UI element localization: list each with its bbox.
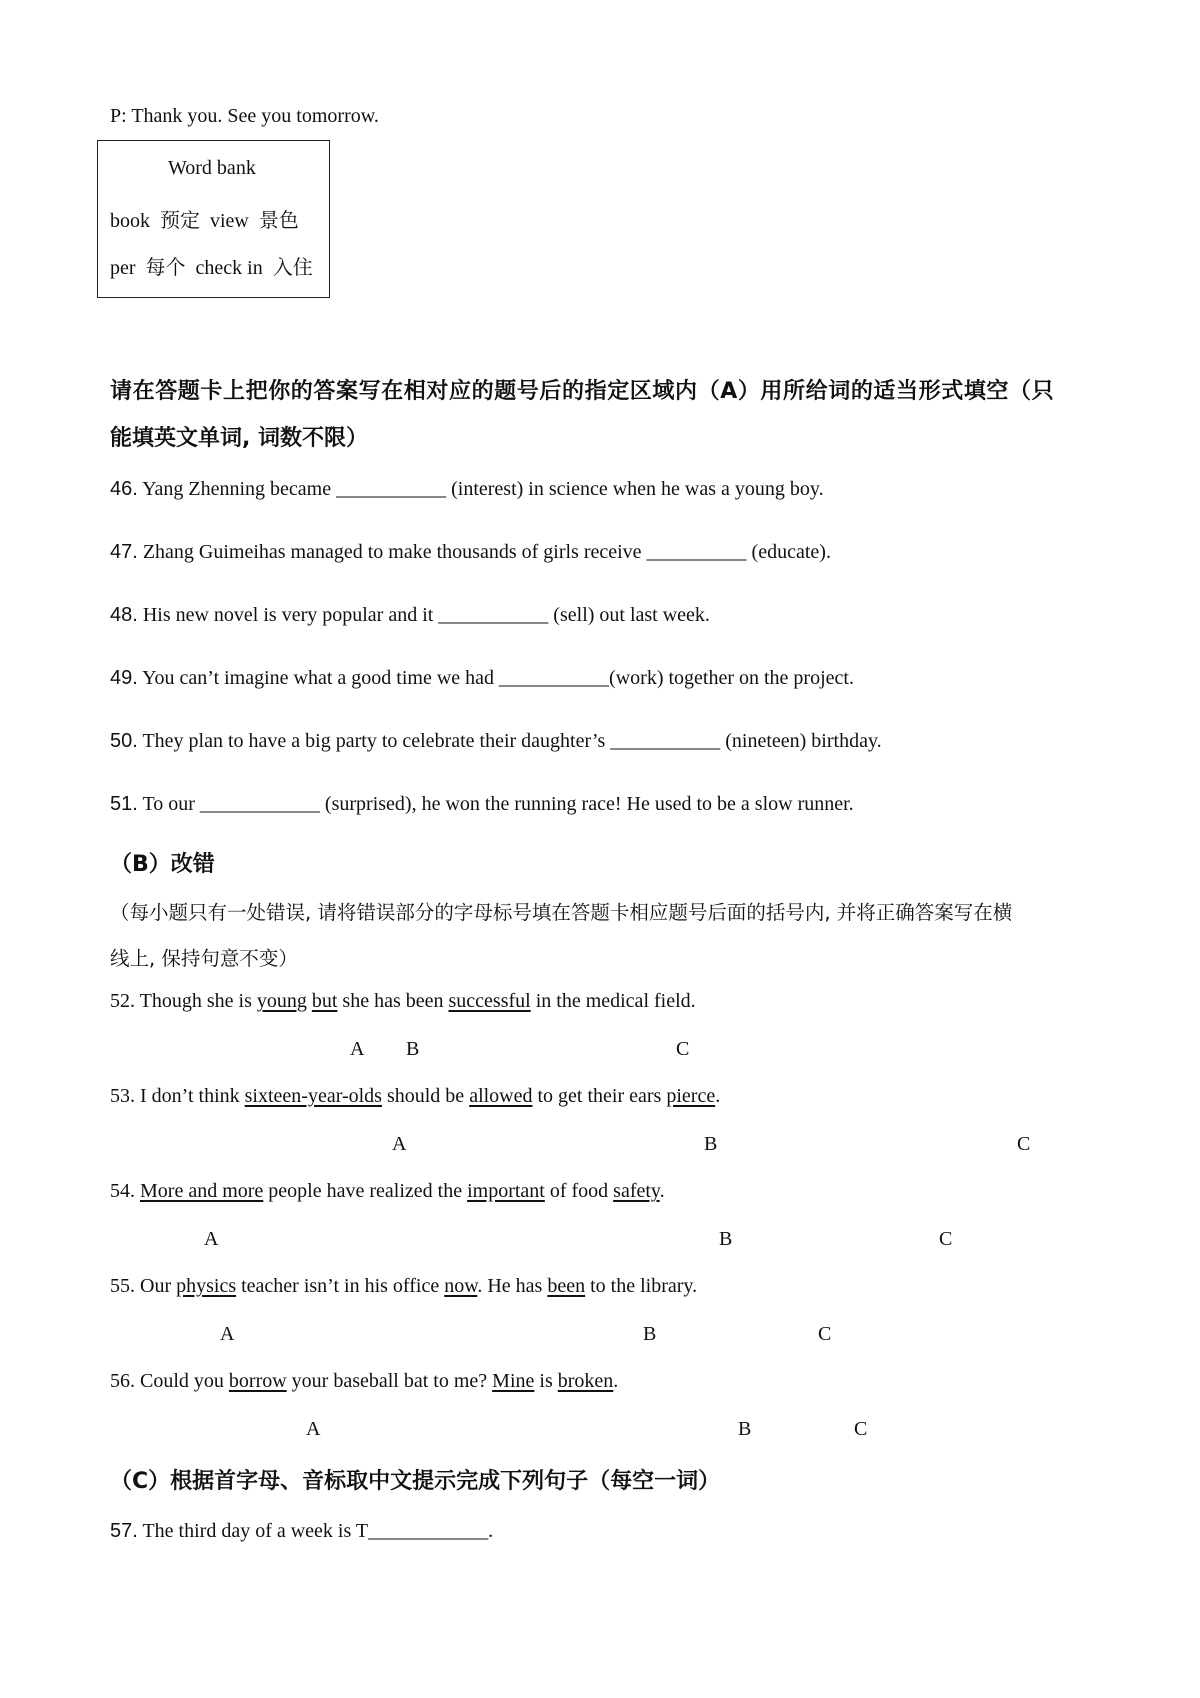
section-b-instruction-line-1: （每小题只有一处错误, 请将错误部分的字母标号填在答题卡相应题号后面的括号内, 并将正确答案写在横 (110, 901, 1013, 924)
option-c-text: broken (557, 1370, 614, 1392)
option-b-text: important (467, 1180, 545, 1202)
q54-letter-c: C (939, 1228, 953, 1250)
section-c-heading: （C）根据首字母、音标取中文提示完成下列句子（每空一词） (110, 1469, 721, 1494)
section-b-instruction-line-2: 线上, 保持句意不变） (110, 947, 298, 970)
option-a-text: physics (176, 1275, 237, 1297)
option-b-text: but (311, 990, 338, 1012)
q53-letter-b: B (704, 1133, 718, 1155)
option-a-text: More and more (140, 1180, 264, 1202)
q56-letter-b: B (738, 1418, 752, 1440)
question-47: 47. Zhang Guimeihas managed to make thousands of girls receive __________ (educate). (110, 541, 831, 563)
question-51: 51. To our ____________ (surprised), he won the running race! He used to be a slow runner. (110, 793, 854, 815)
option-c-text: been (547, 1275, 586, 1297)
section-a-heading-line-1: 请在答题卡上把你的答案写在相对应的题号后的指定区域内（A）用所给词的适当形式填空（只 (110, 379, 1055, 404)
dialogue-line: P: Thank you. See you tomorrow. (110, 105, 379, 127)
option-c-text: successful (448, 990, 531, 1012)
option-b-text: Mine (492, 1370, 535, 1392)
question-50: 50. They plan to have a big party to celebrate their daughter’s ___________ (nineteen) birthday. (110, 730, 882, 752)
option-c-text: safety (613, 1180, 660, 1202)
option-b-text: allowed (469, 1085, 533, 1107)
question-55: 55. Our physics teacher isn’t in his office now. He has been to the library. (110, 1275, 698, 1297)
section-a-heading-line-2: 能填英文单词, 词数不限） (110, 426, 369, 451)
q54-letter-a: A (204, 1228, 219, 1250)
question-52: 52. Though she is young but she has been successful in the medical field. (110, 990, 696, 1012)
question-53: 53. I don’t think sixteen-year-olds should be allowed to get their ears pierce. (110, 1085, 721, 1107)
q54-letter-b: B (719, 1228, 733, 1250)
option-b-text: now (444, 1275, 478, 1297)
option-c-text: pierce (666, 1085, 716, 1107)
word-bank-box (97, 140, 330, 298)
option-a-text: sixteen-year-olds (244, 1085, 382, 1107)
question-56: 56. Could you borrow your baseball bat to me? Mine is broken. (110, 1370, 619, 1392)
question-54: 54. More and more people have realized the important of food safety. (110, 1180, 665, 1202)
q55-letter-b: B (643, 1323, 657, 1345)
option-a-text: young (256, 990, 307, 1012)
q52-letter-a: A (350, 1038, 365, 1060)
option-a-text: borrow (228, 1370, 287, 1392)
q53-letter-a: A (392, 1133, 407, 1155)
q56-letter-a: A (306, 1418, 321, 1440)
q55-letter-a: A (220, 1323, 235, 1345)
q52-letter-c: C (676, 1038, 690, 1060)
question-48: 48. His new novel is very popular and it ___________ (sell) out last week. (110, 604, 710, 626)
q56-letter-c: C (854, 1418, 868, 1440)
question-57: 57. The third day of a week is T____________. (110, 1520, 494, 1542)
word-bank-title: Word bank (168, 157, 256, 179)
word-bank-row-2: per 每个 check in 入住 (110, 255, 313, 279)
question-46: 46. Yang Zhenning became ___________ (interest) in science when he was a young boy. (110, 478, 824, 500)
section-b-heading: （B）改错 (110, 852, 215, 877)
question-49: 49. You can’t imagine what a good time we had ___________(work) together on the project. (110, 667, 854, 689)
word-bank-row-1: book 预定 view 景色 (110, 208, 299, 232)
q52-letter-b: B (406, 1038, 420, 1060)
q53-letter-c: C (1017, 1133, 1031, 1155)
q55-letter-c: C (818, 1323, 832, 1345)
